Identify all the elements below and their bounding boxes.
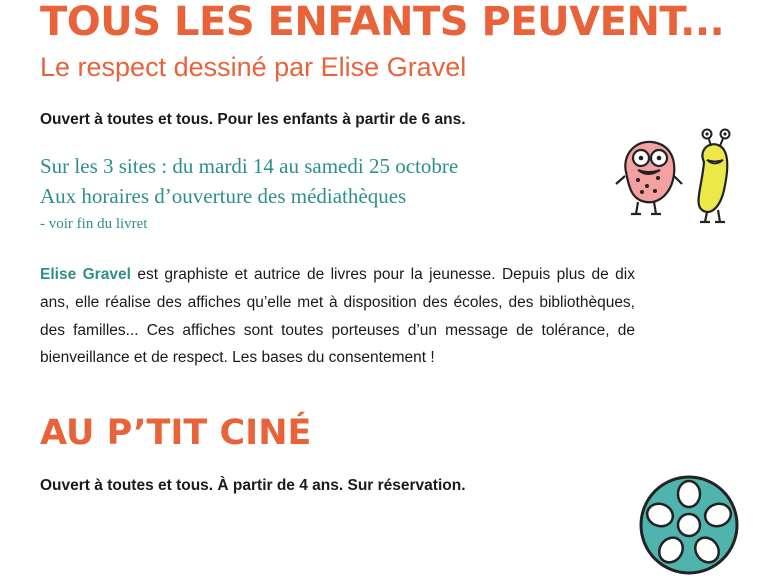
schedule-dates: Sur les 3 sites : du mardi 14 au samedi 25 octobre	[40, 154, 459, 179]
section2-title: AU P’TIT CINÉ	[40, 412, 312, 453]
two-cartoon-monsters-icon	[612, 128, 752, 238]
film-reel-icon	[634, 470, 744, 580]
artist-name: Elise Gravel	[40, 266, 131, 284]
section1-subtitle: Le respect dessiné par Elise Gravel	[40, 52, 467, 82]
section1-audience: Ouvert à toutes et tous. Pour les enfants à partir de 6 ans.	[40, 111, 466, 129]
schedule-hours: Aux horaires d’ouverture des médiathèques	[40, 184, 407, 209]
description-text: est graphiste et autrice de livres pour la jeunesse. Depuis plus de dix ans, elle réalise des affiches qu’elle met à disposition des écoles, des bibliothèques, des familles... Ces affiches sont toutes porteuses d’un message de tolérance, de bienveillance et de respect. Les bases du consentement !	[40, 266, 635, 367]
section2-audience: Ouvert à toutes et tous. À partir de 4 ans. Sur réservation.	[40, 476, 466, 494]
section1-title: TOUS LES ENFANTS PEUVENT...	[40, 0, 725, 45]
schedule-note: - voir fin du livret	[40, 215, 148, 232]
section1-description	[40, 261, 635, 371]
